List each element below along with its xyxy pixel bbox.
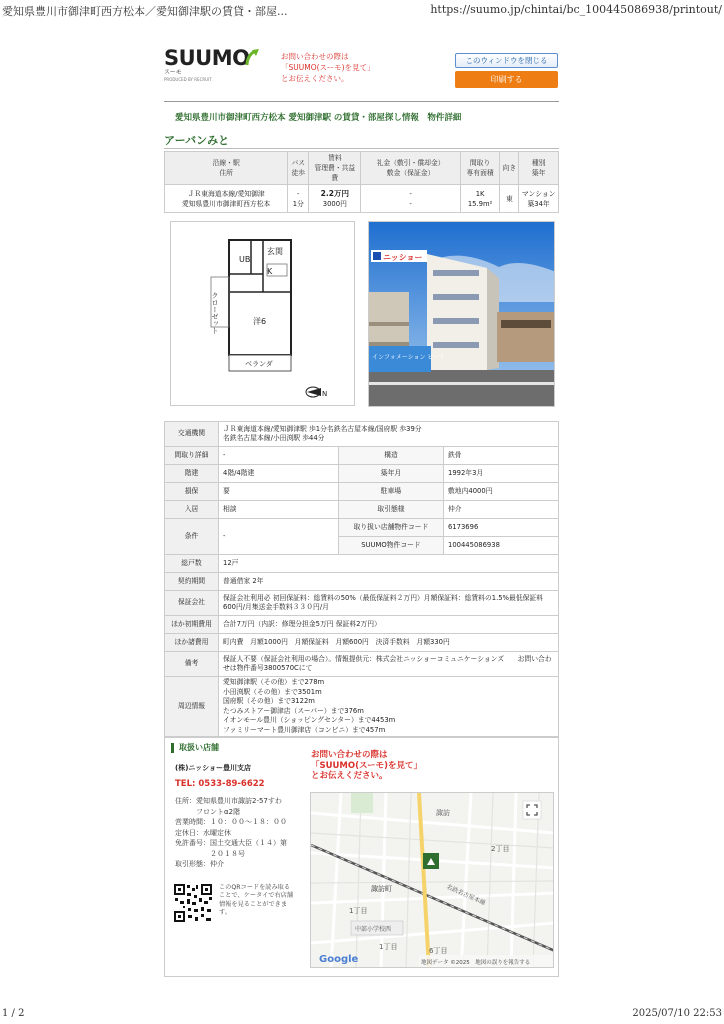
print-page-number: 1 / 2 [2, 1008, 25, 1019]
details-label: 築年月 [339, 465, 444, 483]
map-label: 諏訪町 [371, 885, 392, 893]
header-cell: バス 徒歩 [288, 152, 309, 185]
summary-header-row [165, 152, 559, 185]
building-exterior-photo [368, 221, 555, 407]
details-value: 保証会社利用必 初回保証料：総賃料の50%（最低保証料２万円）月額保証料：総賃料の1.5%最低保証料600円/月集送金手数料３３０円/月 [219, 591, 559, 616]
map-label: 6丁目 [429, 947, 448, 955]
details-row [165, 555, 559, 573]
room-ub-label: UB [239, 255, 251, 264]
type-age-cell: マンション 築34年 [519, 185, 559, 213]
details-label: 周辺情報 [165, 677, 219, 737]
notice-line: 「SUUMO(スーモ)を見て」 [281, 63, 375, 72]
details-value: 保証人不要（保証会社利用の場合）。情報提供元：株式会社ニッショーコミュニケーションズ お問い合わせは物件番号3800570Cにて [219, 652, 559, 677]
header-cell: 種別 築年 [519, 152, 559, 185]
layout-area-cell: 1K 15.9m² [460, 185, 500, 213]
details-label: ほか初期費用 [165, 616, 219, 634]
logo-produced-by: PRODUCED BY RECRUIT [164, 77, 212, 82]
map-pin-icon [423, 853, 439, 869]
photo-banner-text: インフォメーション ピート [372, 354, 446, 361]
details-row [165, 465, 559, 483]
header-cell: 間取り 専有面積 [460, 152, 500, 185]
details-label: 契約期間 [165, 573, 219, 591]
details-label: 保証会社 [165, 591, 219, 616]
notice-line: お問い合わせの際は [281, 52, 349, 61]
logo-wordmark: SUUMO [164, 46, 250, 70]
details-row [165, 634, 559, 652]
details-label: 取り扱い店舗物件コード [339, 519, 444, 537]
close-window-button[interactable]: このウィンドウを閉じる [455, 53, 558, 68]
surroundings-value: 愛知御津駅（その他）まで278m 小田渕駅（その他）まで3501m 国府駅（その他）まで3122m たつみストアー御津店（スーパー）まで376m イオンモール豊川（ショッピングセンター）まで4453m ファミリーマート豊川御津店（コンビニ）まで457m [219, 677, 559, 737]
details-value: 仲介 [444, 501, 559, 519]
room-entrance-label: 玄関 [267, 247, 283, 256]
direction-cell: 東 [500, 185, 519, 213]
details-row [165, 573, 559, 591]
line-address-cell: ＪＲ東海道本線/愛知御津 愛知県豊川市御津町西方松本 [165, 185, 288, 213]
details-label: 間取り詳細 [165, 447, 219, 465]
details-label: 取引態様 [339, 501, 444, 519]
print-url: https://suumo.jp/chintai/bc_100445086938/printout/ [430, 3, 722, 16]
svg-text:N: N [322, 390, 328, 398]
divider [164, 101, 559, 102]
details-row [165, 616, 559, 634]
header-cell: 向き [500, 152, 519, 185]
map-label: 名鉄名古屋本線 [445, 883, 487, 907]
map-label: 1丁目 [349, 907, 368, 915]
logo-arrow-icon [244, 47, 260, 67]
details-row [165, 591, 559, 616]
details-label: 備考 [165, 652, 219, 677]
location-map[interactable] [310, 792, 554, 968]
details-value: 相談 [219, 501, 339, 519]
map-fullscreen-icon [523, 801, 541, 819]
print-button[interactable]: 印刷する [455, 71, 558, 88]
header-cell: 沿線・駅 住所 [165, 152, 288, 185]
details-row [165, 677, 559, 737]
details-row [165, 519, 559, 537]
photo-sign-text: ニッショー [383, 253, 423, 262]
contact-notice [281, 51, 411, 84]
floor-plan-image [170, 221, 355, 406]
rent-cell: 2.2万円 3000円 [309, 185, 361, 213]
details-label: 構造 [339, 447, 444, 465]
notice-line: とお伝えください。 [281, 74, 349, 83]
map-label: 中部小学校西 [355, 926, 392, 933]
details-label: 入居 [165, 501, 219, 519]
details-row [165, 422, 559, 447]
details-value: 12戸 [219, 555, 559, 573]
deposit-cell: - - [361, 185, 460, 213]
details-label: ほか諸費用 [165, 634, 219, 652]
details-label: 損保 [165, 483, 219, 501]
details-row [165, 483, 559, 501]
suumo-logo[interactable] [164, 47, 264, 91]
details-value: 100445086938 [444, 537, 559, 555]
details-label: 階建 [165, 465, 219, 483]
details-label: 条件 [165, 519, 219, 555]
room-closet-label: クローゼット [211, 292, 219, 334]
details-value: - [219, 447, 339, 465]
details-row [165, 652, 559, 677]
map-label: 諏訪 [436, 809, 450, 817]
google-logo: Google [319, 954, 359, 965]
details-label: 駐車場 [339, 483, 444, 501]
shop-section [164, 737, 559, 977]
details-row [165, 447, 559, 465]
room-kitchen-label: K [267, 267, 273, 276]
details-value: 町内費 月額1000円 月額保証料 月額600円 決済手数料 月額330円 [219, 634, 559, 652]
details-value: - [219, 519, 339, 555]
details-label: 総戸数 [165, 555, 219, 573]
qr-description: このQRコードを読み取る ことで、ケータイで右店舗 情報を見ることができま す。 [219, 884, 294, 916]
map-attribution: 地図データ ©2025 地図の誤りを報告する [421, 960, 531, 966]
details-value: 合計7万円（内訳：修理分担金5万円 保証料2万円） [219, 616, 559, 634]
summary-data-row [165, 185, 559, 213]
bus-walk-cell: - 1分 [288, 185, 309, 213]
details-table [164, 421, 559, 737]
room-balcony-label: ベランダ [245, 360, 273, 368]
details-value: 普通借家 2年 [219, 573, 559, 591]
qr-code-icon [173, 883, 213, 923]
print-page-title: 愛知県豊川市御津町西方松本／愛知御津駅の賃貸・部屋... [2, 5, 288, 18]
print-datetime: 2025/07/10 22:53 [632, 1008, 722, 1019]
shop-name: (株)ニッショー豊川支店 [175, 764, 251, 772]
details-row [165, 501, 559, 519]
shop-info: 住所：愛知県豊川市諏訪2-57すわ フロントα2階 営業時間：１０：００〜１８：００ 定休日：水曜定休 免許番号：国土交通大臣（１４）第 ２０１８号 取引形態：仲介 [175, 797, 287, 868]
details-value: 6173696 [444, 519, 559, 537]
details-value: 敷地内4000円 [444, 483, 559, 501]
header-cell: 賃料 管理費・共益費 [309, 152, 361, 185]
traffic-value: ＪＲ東海道本線/愛知御津駅 歩1分名鉄名古屋本線/国府駅 歩39分 名鉄名古屋本線/小田渕駅 歩44分 [219, 422, 559, 447]
details-label: SUUMO物件コード [339, 537, 444, 555]
building-name: アーバンみと [164, 134, 230, 147]
details-value: 要 [219, 483, 339, 501]
logo-subtitle: スーモ [164, 69, 182, 76]
summary-table [164, 151, 559, 213]
north-arrow-icon [306, 387, 327, 398]
shop-contact-notice: お問い合わせの際は 「SUUMO(スーモ)を見て」 とお伝えください。 [311, 750, 422, 781]
divider [164, 148, 559, 149]
page-heading: 愛知県豊川市御津町西方松本 愛知御津駅 の賃貸・部屋探し情報 物件詳細 [175, 113, 462, 123]
details-value: 4階/4階建 [219, 465, 339, 483]
details-label: 交通機関 [165, 422, 219, 447]
room-western-label: 洋6 [253, 317, 267, 326]
details-value: 鉄骨 [444, 447, 559, 465]
map-label: 1丁目 [379, 943, 398, 951]
header-cell: 礼金（敷引・償却金） 敷金（保証金） [361, 152, 460, 185]
details-value: 1992年3月 [444, 465, 559, 483]
shop-section-title: 取扱い店舗 [171, 743, 219, 753]
map-label: 2丁目 [491, 845, 510, 853]
shop-tel[interactable]: TEL: 0533-89-6622 [175, 779, 265, 789]
